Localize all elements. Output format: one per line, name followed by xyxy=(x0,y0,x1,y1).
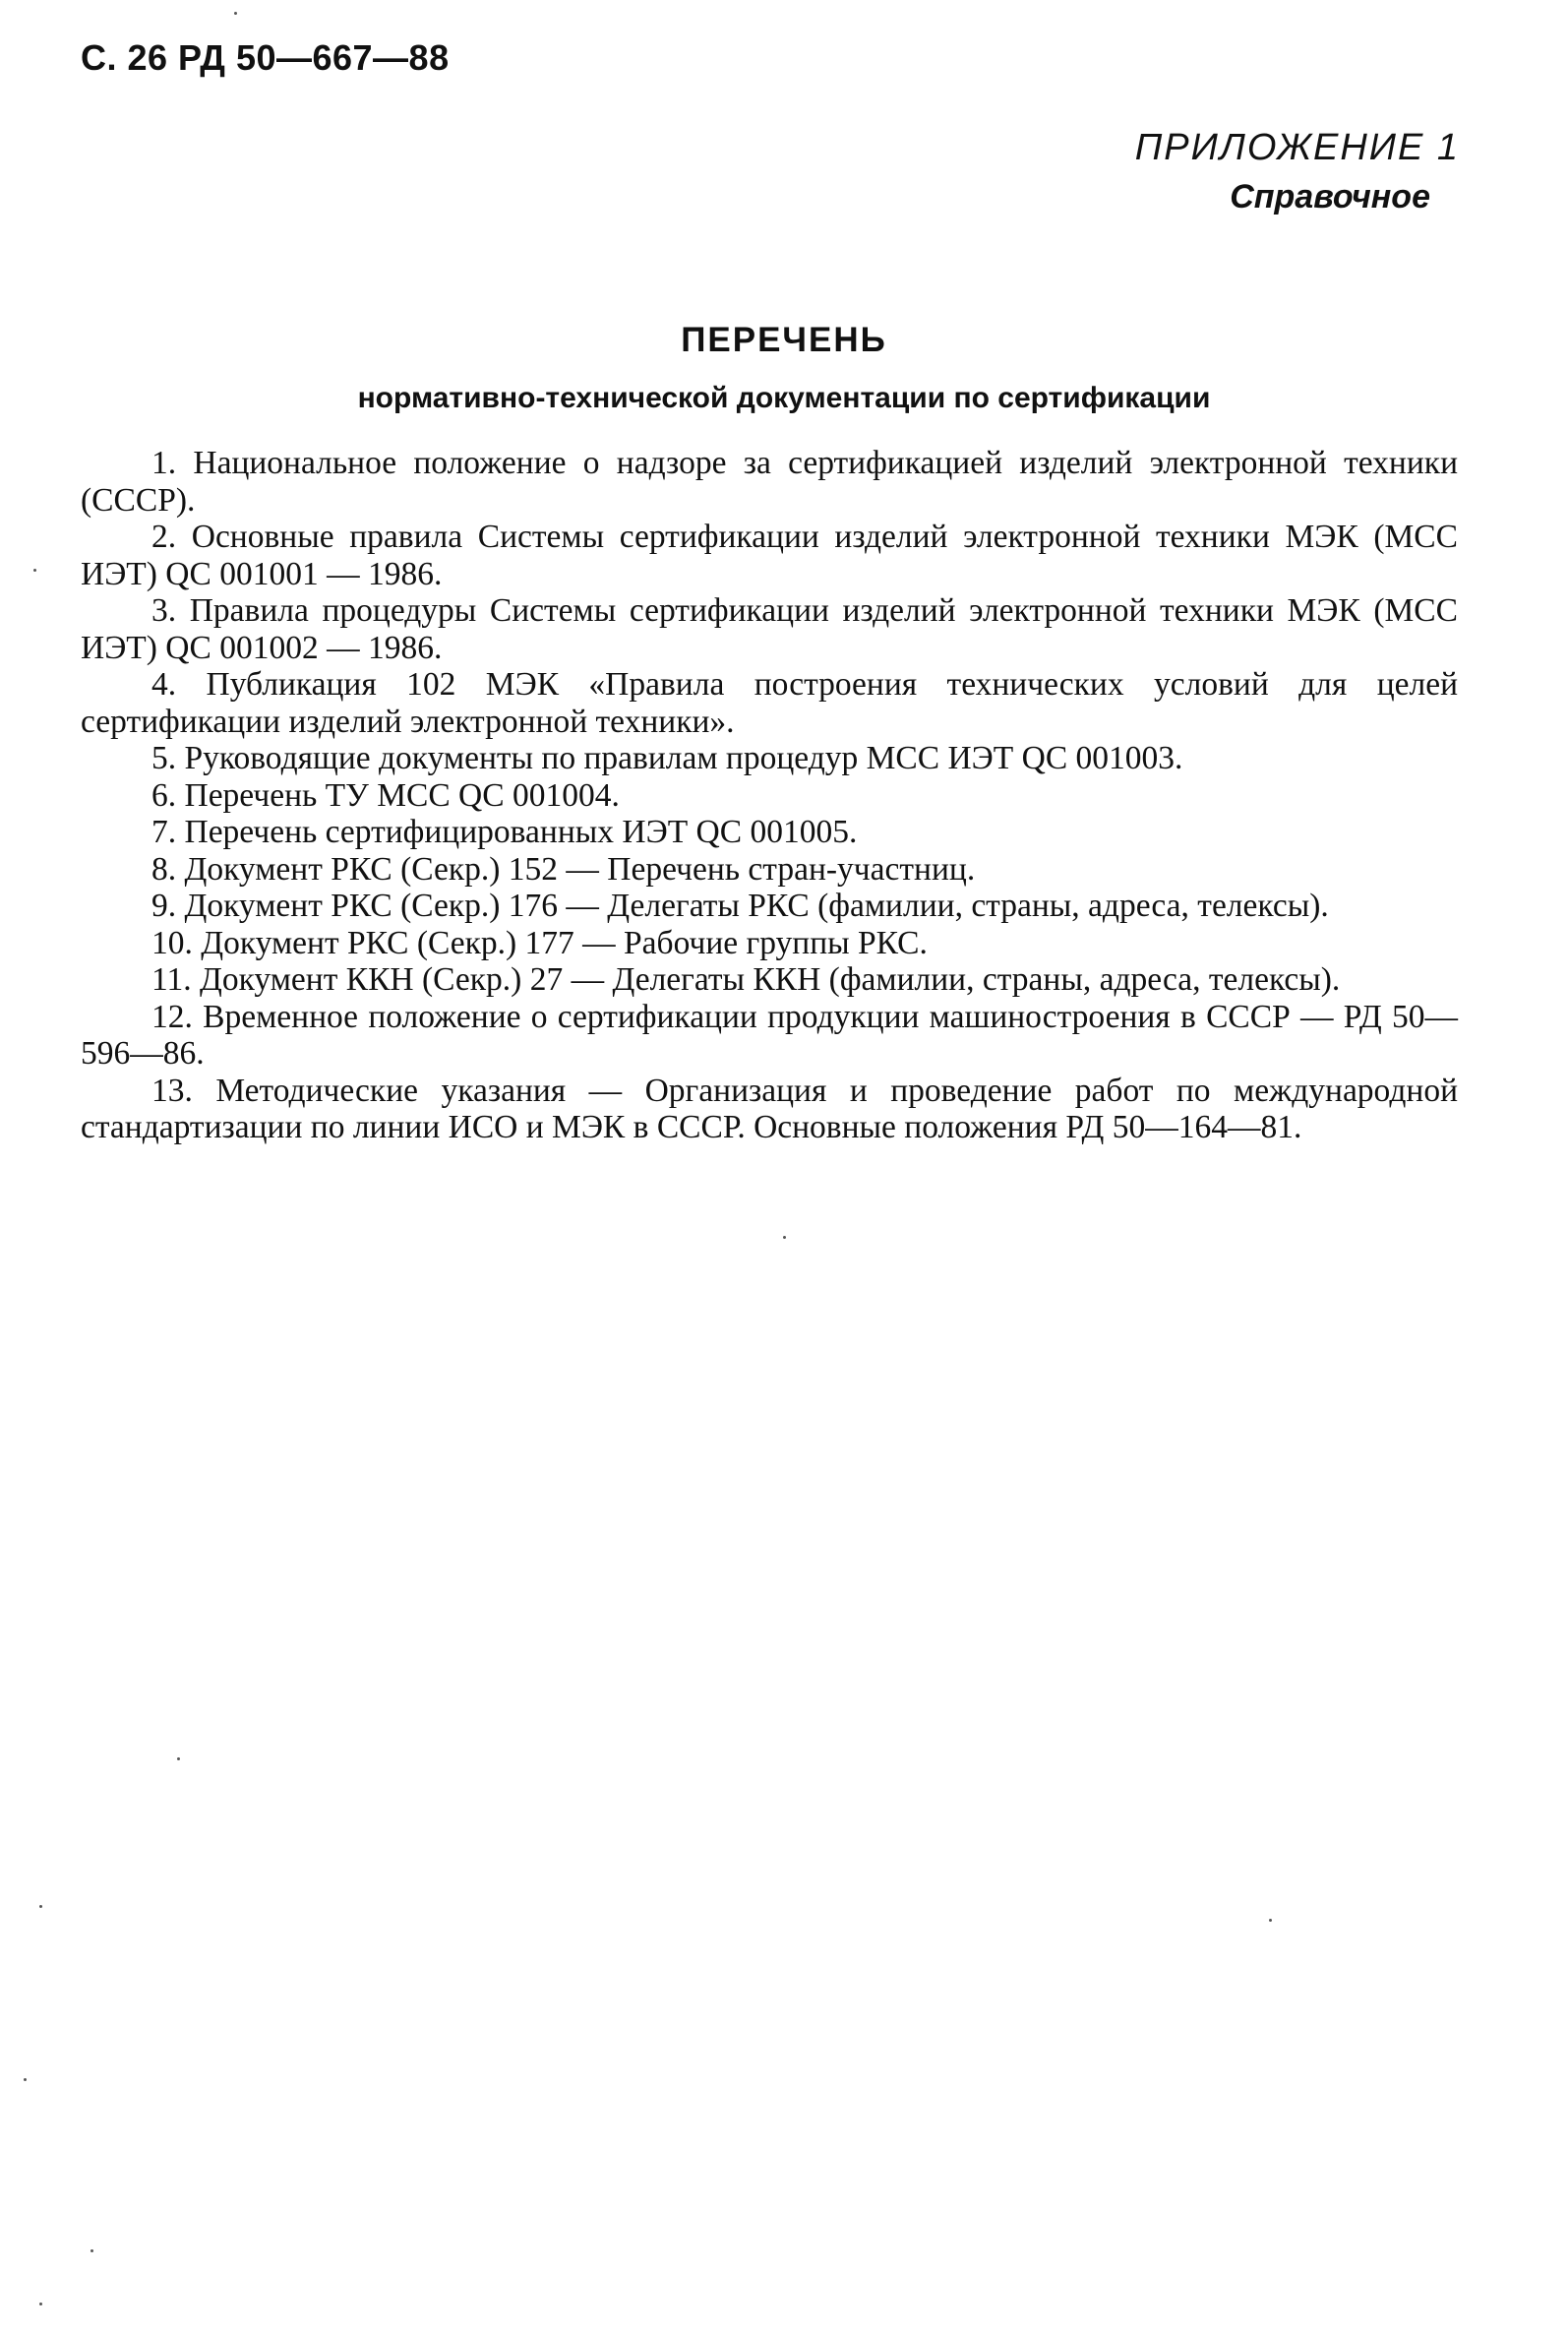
page-header: С. 26 РД 50—667—88 xyxy=(81,37,450,78)
document-subtitle: нормативно-технической документации по сертификации xyxy=(357,382,1211,414)
list-item: 8. Документ РКС (Секр.) 152 — Перечень стран-участниц. xyxy=(151,850,976,888)
appendix-title: ПРИЛОЖЕНИЕ 1 xyxy=(1134,127,1460,168)
list-item: 13. Методические указания — Организация и проведение работ по международной стандартизации по линии ИСО и МЭК в СССР. Основные положения РД 50—164—81. xyxy=(81,1072,1458,1145)
list-item: 6. Перечень ТУ МСС QC 001004. xyxy=(151,776,620,814)
scan-speck xyxy=(33,569,36,572)
scan-speck xyxy=(39,1905,42,1908)
scan-speck xyxy=(234,12,237,15)
list-item: 9. Документ РКС (Секр.) 176 — Делегаты РКС (фамилии, страны, адреса, телексы). xyxy=(151,888,1329,924)
appendix-block xyxy=(1135,124,1460,222)
scan-speck xyxy=(177,1757,180,1760)
scan-speck xyxy=(1269,1919,1272,1922)
scan-speck xyxy=(24,2078,27,2081)
list-item: 2. Основные правила Системы сертификации изделий электронной техники МЭК (МСС ИЭТ) QC 001001 — 1986. xyxy=(81,519,1458,592)
scan-speck xyxy=(39,2303,42,2305)
reference-list xyxy=(81,445,1458,1146)
scan-speck xyxy=(783,1236,786,1239)
list-item: 5. Руководящие документы по правилам процедур МСС ИЭТ QC 001003. xyxy=(151,740,1183,776)
list-item: 10. Документ РКС (Секр.) 177 — Рабочие группы РКС. xyxy=(151,924,928,961)
document-title: ПЕРЕЧЕНЬ xyxy=(681,321,887,359)
list-item: 12. Временное положение о сертификации продукции машиностроения в СССР — РД 50—596—86. xyxy=(81,998,1458,1072)
list-item: 4. Публикация 102 МЭК «Правила построения технических условий для целей сертификации изделий электронной техники». xyxy=(81,666,1458,740)
list-item: 1. Национальное положение о надзоре за сертификацией изделий электронной техники (СССР). xyxy=(81,445,1458,519)
list-item: 3. Правила процедуры Системы сертификации изделий электронной техники МЭК (МСС ИЭТ) QC 001002 — 1986. xyxy=(81,592,1458,666)
scan-speck xyxy=(90,2249,93,2252)
appendix-subtitle: Справочное xyxy=(1230,178,1430,215)
list-item: 11. Документ ККН (Секр.) 27 — Делегаты ККН (фамилии, страны, адреса, телексы). xyxy=(151,961,1341,998)
list-item: 7. Перечень сертифицированных ИЭТ QC 001005. xyxy=(151,814,858,850)
